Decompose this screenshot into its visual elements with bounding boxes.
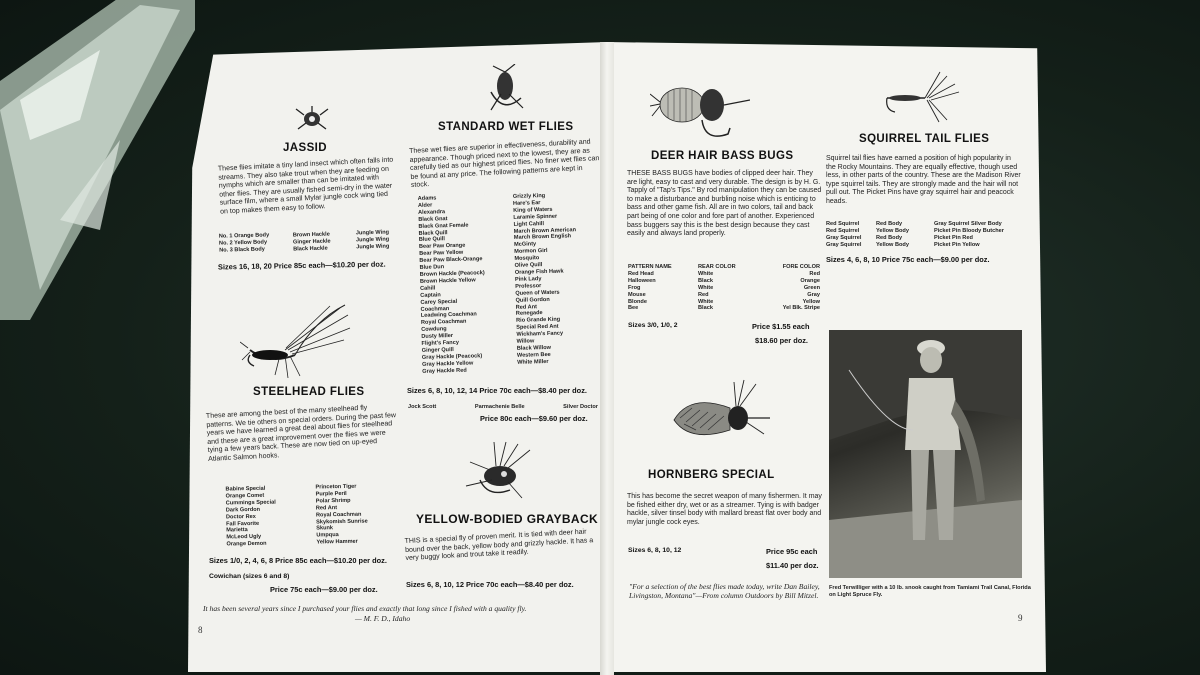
standard-wet-price: Sizes 6, 8, 10, 12, 14 Price 70c each—$8.40 per doz. <box>407 386 587 395</box>
standard-wet-patterns-b: Grizzly King Hare's Ear King of Waters Laramie Spinner Light Cahill March Brown American March Brown English McGinty Mormon Girl Mosquito Olive Quill Orange Fish Hawk Pink Lady Professor Queen of Waters Quill Gordon Red Ant Renegade Rio Grande King Special Red Ant Wickham's Fancy Willow Black Willow Western Bee White Miller <box>512 192 577 366</box>
deer-hair-sizes: Sizes 3/0, 1/0, 2 <box>628 322 678 329</box>
hornberg-body: This has become the secret weapon of many fishermen. It may be fished either dry, wet or as a streamer. Tying is with badger hackle, silver tinsel body with mallard breast flat over body and mylar jungle cock eyes. <box>627 493 822 526</box>
hornberg-price-each: Price 95c each <box>766 547 818 556</box>
standard-wet-body: These wet flies are superior in effectiveness, durability and appearance. Though priced next to the lowest, they are as carefully tied as our highest priced flies. No finer wet flies can be found at any price. The following patterns are kept in stock. <box>409 138 600 190</box>
squirrel-patterns-a: Red Squirrel Red Squirrel Gray Squirrel Gray Squirrel <box>826 221 862 248</box>
glass-jar <box>0 0 195 320</box>
deer-hair-price-doz: $18.60 per doz. <box>755 336 808 345</box>
photo-caption: Fred Terwilliger with a 10 lb. snook caught from Tamiami Trail Canal, Florida on Light Spruce Fly. <box>829 585 1031 598</box>
squirrel-patterns-b: Red Body Yellow Body Red Body Yellow Body <box>876 221 909 248</box>
standard-wet-title: STANDARD WET FLIES <box>438 121 574 133</box>
jassid-title: JASSID <box>283 142 327 154</box>
deer-hair-price-each: Price $1.55 each <box>752 322 810 331</box>
deer-hair-body: THESE BASS BUGS have bodies of clipped deer hair. They are light, easy to cast and very durable. The design is by H. G. Tapply of "Tap's Tips." By rod manipulation they can be caused to make a disturbance and burbling noise which is enticing to bass and other game fish. All are in two colors, tail and back part being of one color and fore part of another. Experienced bass buggers say this is the best design because they cast easily and always land properly. <box>627 170 822 238</box>
jassid-price: Sizes 16, 18, 20 Price 85c each—$10.20 per doz. <box>217 259 386 272</box>
squirrel-tail-fly-icon <box>885 70 975 125</box>
squirrel-patterns-c: Gray Squirrel Silver Body Picket Pin Bloody Butcher Picket Pin Red Picket Pin Yellow <box>934 221 1004 248</box>
cowichan-label: Cowichan (sizes 6 and 8) <box>209 573 290 580</box>
cowichan-price: Price 75c each—$9.00 per doz. <box>270 585 378 594</box>
grayback-title: YELLOW-BODIED GRAYBACK <box>416 512 599 526</box>
steelhead-patterns-a: Babine Special Orange Comet Cummings Special Dark Gordon Doctor Rex Fall Favorite Marietta McLeod Ugly Orange Demon <box>225 485 276 548</box>
jassid-wings: Jungle Wing Jungle Wing Jungle Wing <box>355 229 390 251</box>
jassid-hackles: Brown Hackle Ginger Hackle Black Hackle <box>292 231 331 253</box>
testimonial: It has been several years since I purchased your flies and exactly that long since I fished with a quality fly. <box>203 604 527 613</box>
standard-wet-patterns-a: Adams Alder Alexandra Black Gnat Black Gnat Female Black Quill Blue Quill Bear Paw Orange Bear Paw Yellow Bear Paw Black-Orange Blue Dun Brown Hackle (Peacock) Brown Hackle Yellow Cahill Captain Carey Special Coachman Leadwing Coachman Royal Coachman Cowdung Dusty Miller Flight's Fancy Ginger Quill Gray Hackle (Peacock) Gray Hackle Yellow Gray Hackle Red <box>417 195 485 375</box>
grayback-fly-icon <box>460 440 540 502</box>
standard-wet-extras: Jock Scott Parmachenie Belle Silver Doctor <box>408 404 598 410</box>
standard-wet-price-2: Price 80c each—$9.60 per doz. <box>480 414 588 423</box>
deer-hair-table: PATTERN NAME REAR COLOR FORE COLOR Red Head White Red Halloween Black Orange Frog White Green Mouse Red Gray Blonde White Yellow Bee Black Yel Blk. Stripe <box>628 264 820 312</box>
steelhead-price: Sizes 1/0, 2, 4, 6, 8 Price 85c each—$10.20 per doz. <box>209 556 387 565</box>
left-page-number: 8 <box>198 625 203 635</box>
squirrel-price: Sizes 4, 6, 8, 10 Price 75c each—$9.00 per doz. <box>826 255 990 264</box>
book-spine <box>600 42 614 675</box>
deer-hair-title: DEER HAIR BASS BUGS <box>651 150 794 162</box>
grayback-price: Sizes 6, 8, 10, 12 Price 70c each—$8.40 per doz. <box>406 580 574 589</box>
squirrel-tail-title: SQUIRREL TAIL FLIES <box>859 133 990 145</box>
jassid-fly-icon <box>292 105 332 135</box>
standard-wet-fly-icon <box>483 64 528 114</box>
fisherman-photo <box>829 330 1022 578</box>
hornberg-price-doz: $11.40 per doz. <box>766 561 819 570</box>
steelhead-patterns-b: Princeton Tiger Purple Peril Polar Shrimp Red Ant Royal Coachman Skykomish Sunrise Skunk Umpqua Yellow Hammer <box>315 483 368 546</box>
squirrel-tail-body: Squirrel tail flies have earned a position of high popularity in the Rocky Mountains. They are equally effective, though used less, in other parts of the country. These are the Madison River type squirrel tails. They are strongly made and the hair will not pull out. The Picket Pins have gray squirrel hair and peacock heads. <box>826 155 1021 205</box>
steelhead-title: STEELHEAD FLIES <box>253 386 365 398</box>
selection-quote: "For a selection of the best flies made today, write Dan Bailey, Livingston, Montana"—From column Outdoors by Bill Mitzel. <box>629 582 820 600</box>
grayback-body: THIS is a special fly of proven merit. It is tied with deer hair bound over the back, yellow body and grizzly hackle. It has a very buggy look and trout take it readily. <box>404 528 594 563</box>
right-page-number: 9 <box>1018 613 1023 623</box>
jassid-patterns: No. 1 Orange Body No. 2 Yellow Body No. 3 Black Body <box>218 232 270 254</box>
hornberg-sizes: Sizes 6, 8, 10, 12 <box>628 547 682 554</box>
fisherman-figure <box>829 330 1022 578</box>
jassid-body: These flies imitate a tiny land insect which often falls into streams. They also take trout when they are feeding on nymphs which are smaller than can be imitated with other flies. They are usually fished semi-dry in the water surface film, where a small Mylar jungle cock wing tied on top makes them easy to follow. <box>217 156 394 216</box>
steelhead-fly-icon <box>240 300 355 380</box>
deer-hair-bug-icon <box>650 72 750 142</box>
hornberg-title: HORNBERG SPECIAL <box>648 469 775 481</box>
steelhead-body: These are among the best of the many steelhead fly patterns. We tie others on special orders. During the past few years we have learned a great deal about flies for steelhead and these are a great improvement over the flies we were tying a few years back. These are now tied on up-eyed Atlantic Salmon hooks. <box>205 404 397 463</box>
testimonial-signature: — M. F. D., Idaho <box>355 614 411 623</box>
hornberg-fly-icon <box>660 378 770 458</box>
